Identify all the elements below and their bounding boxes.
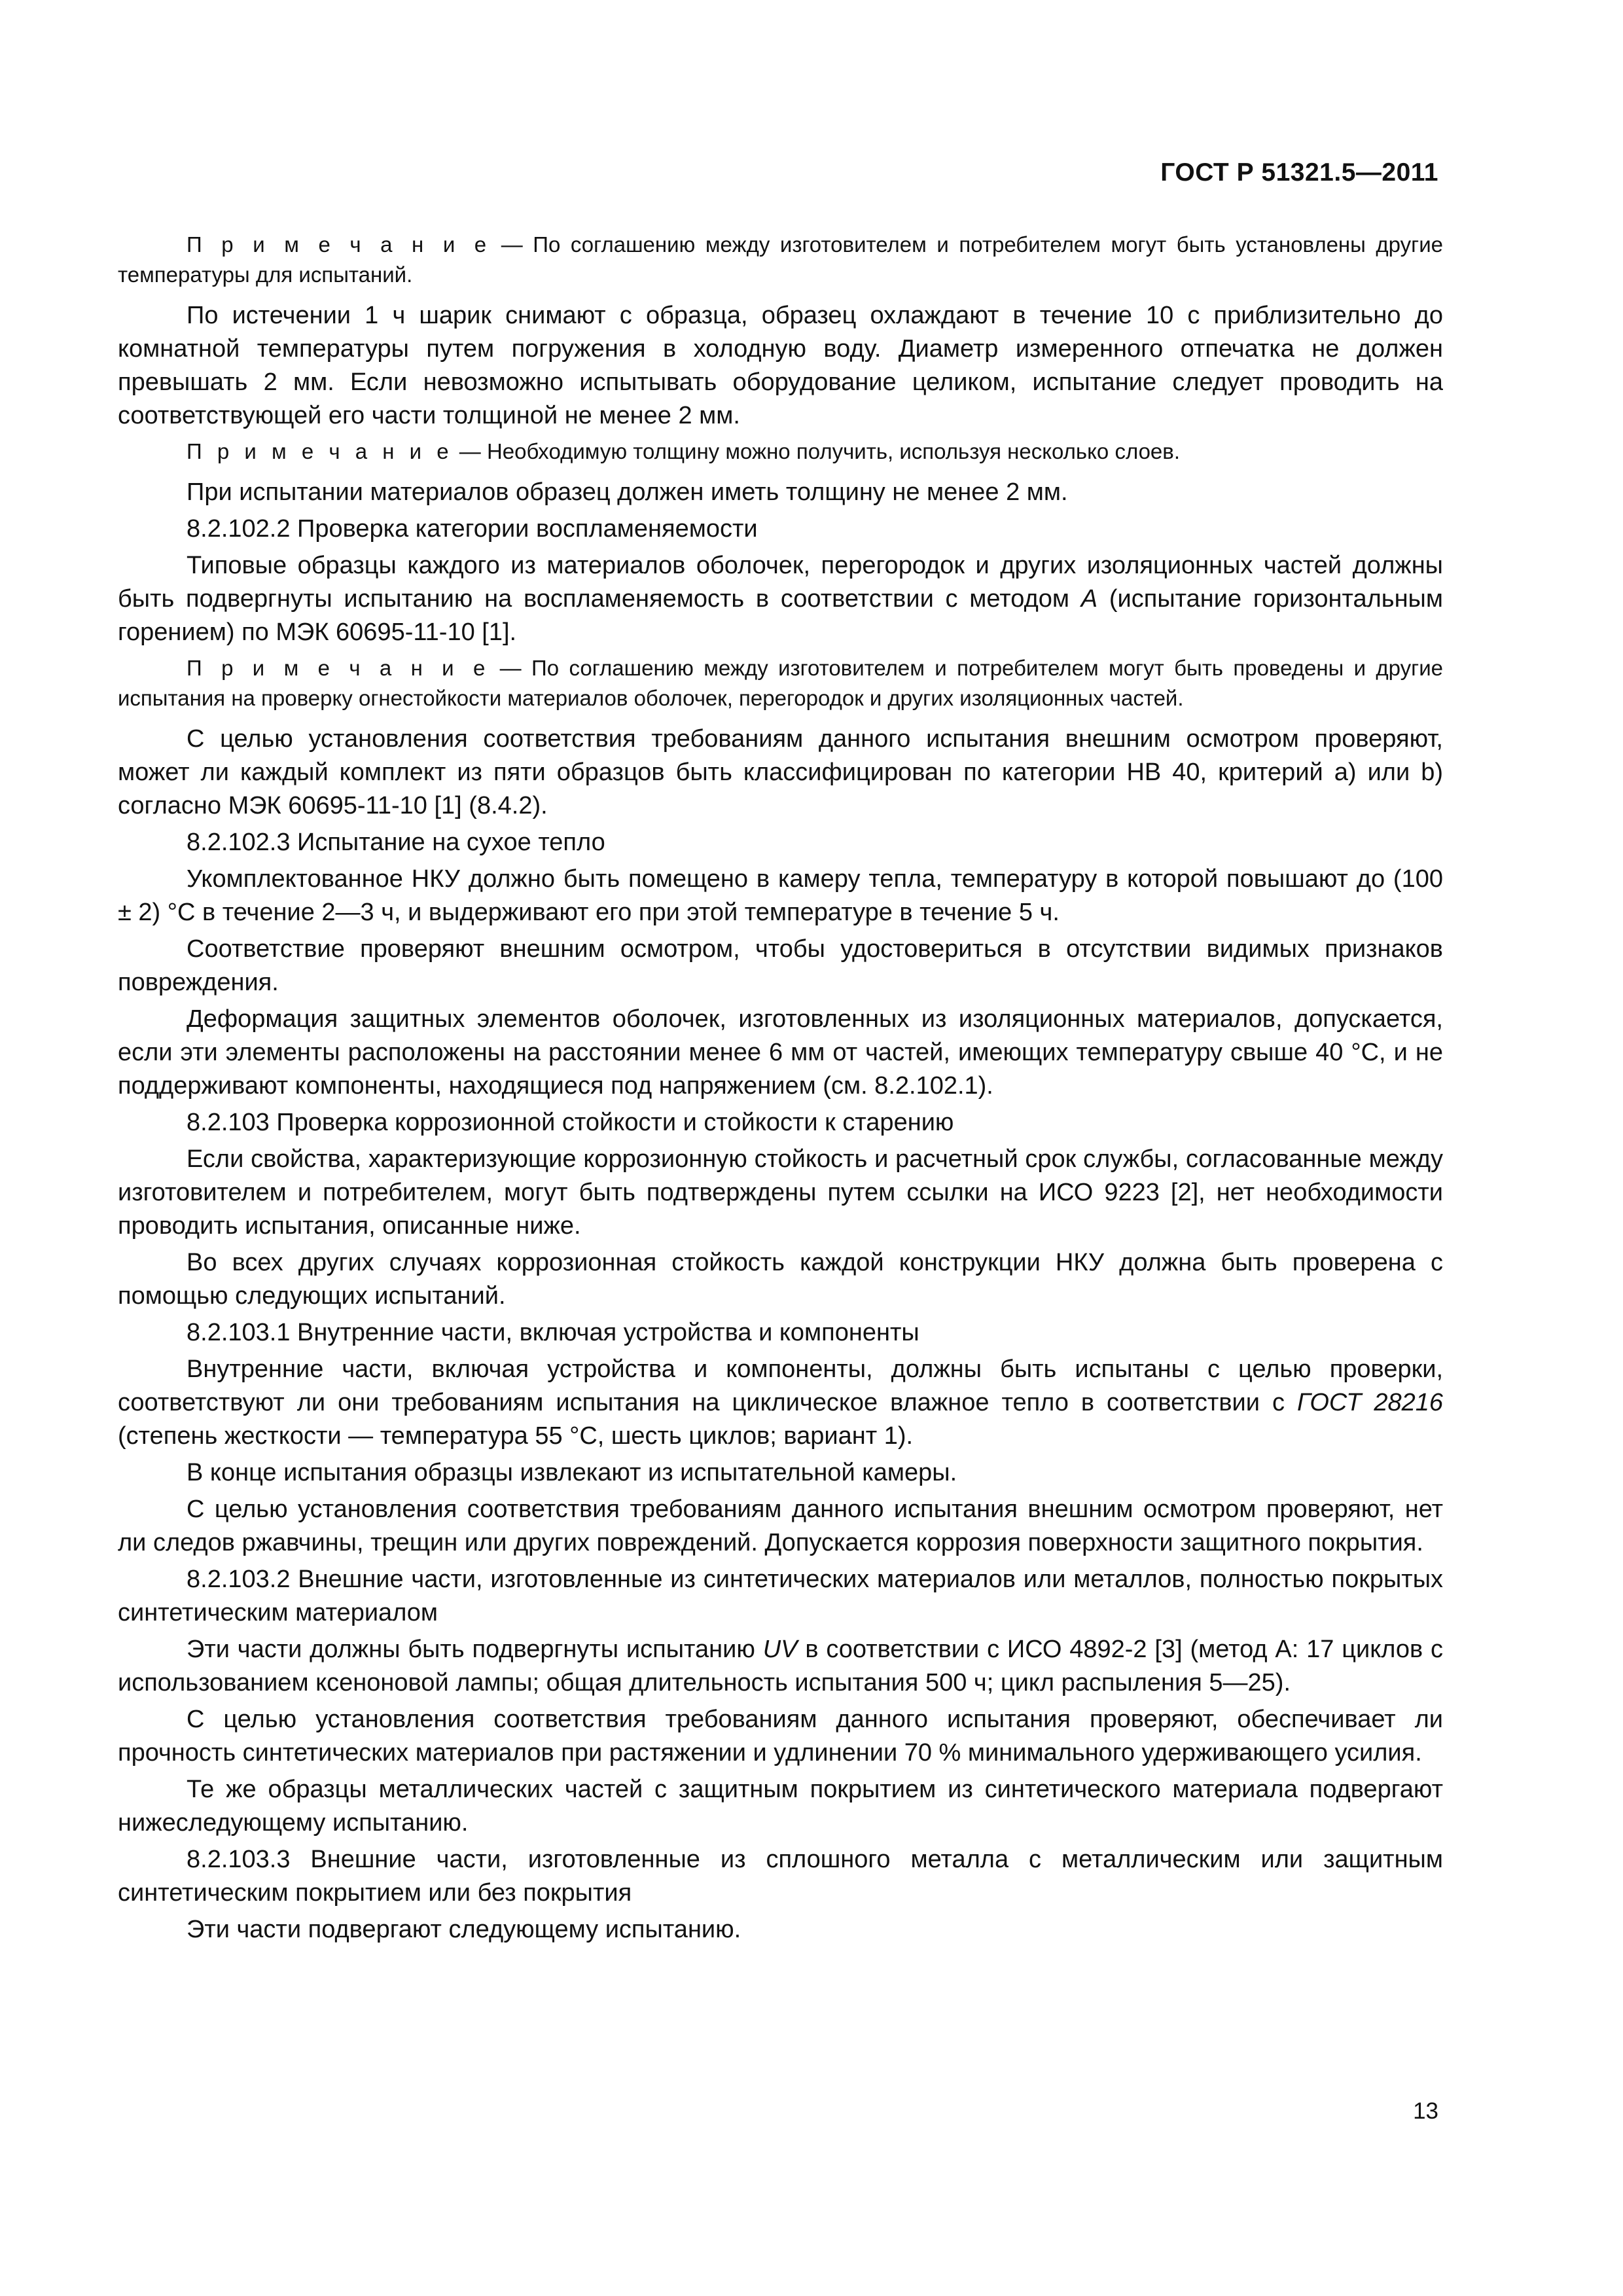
paragraph-text: Внутренние части, включая устройства и компоненты, должны быть испытаны с целью проверки, соответствуют ли они требованиям испытания на циклическое влажное тепло в соответствии с bbox=[118, 1355, 1443, 1416]
section-heading: 8.2.103.2 Внешние части, изготовленные из синтетических материалов или металлов, полностью покрытых синтетическим материалом bbox=[118, 1566, 1443, 1626]
paragraph bbox=[118, 1353, 1443, 1453]
paragraph-text: (степень жесткости — температура 55 °С, шесть циклов; вариант 1). bbox=[118, 1422, 914, 1450]
document-code-header: ГОСТ Р 51321.5—2011 bbox=[1160, 158, 1438, 187]
paragraph: С целью установления соответствия требованиям данного испытания внешним осмотром проверяют, нет ли следов ржавчины, трещин или других повреждений. Допускается коррозия поверхности защитного покрытия. bbox=[118, 1496, 1443, 1556]
section-heading: 8.2.102.3 Испытание на сухое тепло bbox=[187, 829, 605, 856]
paragraph: Эти части подвергают следующему испытанию. bbox=[187, 1916, 741, 1943]
paragraph: Во всех других случаях коррозионная стойкость каждой конструкции НКУ должна быть проверена с помощью следующих испытаний. bbox=[118, 1249, 1443, 1310]
paragraph: Если свойства, характеризующие коррозионную стойкость и расчетный срок службы, согласованные между изготовителем и потребителем, могут быть подтверждены путем ссылки на ИСО 9223 [2], нет необходимости проводить испытания, описанные ниже. bbox=[118, 1145, 1443, 1240]
paragraph-text: Типовые образцы каждого из материалов оболочек, перегородок и других изоляционных частей должны быть подвергнуты испытанию на воспламеняемость в соответствии с методом bbox=[118, 552, 1443, 613]
note-dash: — bbox=[491, 232, 533, 257]
note-dash: — bbox=[490, 656, 532, 680]
paragraph: С целью установления соответствия требованиям данного испытания внешним осмотром проверяют, может ли каждый комплект из пяти образцов быть классифицирован по категории НВ 40, критерий а) или b) согласно МЭК 60695-11-10 [1] (8.4.2). bbox=[118, 725, 1443, 819]
paragraph: По истечении 1 ч шарик снимают с образца, образец охлаждают в течение 10 с приблизительно до комнатной температуры путем погружения в холодную воду. Диаметр измеренного отпечатка не должен превышать 2 мм. Если невозможно испытывать оборудование целиком, испытание следует проводить на соответствующей его части толщиной не менее 2 мм. bbox=[118, 302, 1443, 429]
section-heading: 8.2.103 Проверка коррозионной стойкости и стойкости к старению bbox=[187, 1109, 954, 1136]
section-heading: 8.2.103.3 Внешние части, изготовленные из сплошного металла с металлическим или защитным синтетическим покрытием или без покрытия bbox=[118, 1846, 1443, 1907]
paragraph-text: Эти части должны быть подвергнуты испытанию bbox=[187, 1636, 763, 1663]
italic-term: А bbox=[1080, 585, 1098, 613]
italic-term: ГОСТ 28216 bbox=[1296, 1389, 1443, 1416]
paragraph: Те же образцы металлических частей с защитным покрытием из синтетического материала подвергают нижеследующему испытанию. bbox=[118, 1776, 1443, 1837]
paragraph-text: (испытание горизонтальным горением) по МЭК 60695-11-10 [1]. bbox=[118, 585, 1443, 646]
paragraph: С целью установления соответствия требованиям данного испытания проверяют, обеспечивает ли прочность синтетических материалов при растяжении и удлинении 70 % минимального удерживающего усилия. bbox=[118, 1706, 1443, 1767]
document-body bbox=[118, 226, 1443, 1950]
note-text: По соглашению между изготовителем и потребителем могут быть проведены и другие испытания на проверку огнестойкости материалов оболочек, перегородок и других изоляционных частей. bbox=[118, 656, 1443, 710]
paragraph bbox=[118, 549, 1443, 649]
paragraph bbox=[118, 1633, 1443, 1700]
note-label: П р и м е ч а н и е bbox=[187, 232, 491, 257]
paragraph: Соответствие проверяют внешним осмотром, чтобы удостовериться в отсутствии видимых признаков повреждения. bbox=[118, 935, 1443, 996]
paragraph: В конце испытания образцы извлекают из испытательной камеры. bbox=[187, 1459, 957, 1486]
note-dash: — bbox=[453, 439, 487, 463]
italic-term: UV bbox=[762, 1636, 798, 1663]
paragraph: Укомплектованное НКУ должно быть помещено в камеру тепла, температуру в которой повышают до (100 ± 2) °С в течение 2—3 ч, и выдерживают его при этой температуре в течение 5 ч. bbox=[118, 865, 1443, 926]
paragraph-text: в соответствии с ИСО 4892-2 [3] (метод А: 17 циклов с использованием ксеноновой лампы; общая длительность испытания 500 ч; цикл распыления 5—25). bbox=[118, 1636, 1443, 1696]
note-paragraph bbox=[118, 437, 1443, 467]
section-heading: 8.2.103.1 Внутренние части, включая устройства и компоненты bbox=[187, 1319, 919, 1346]
note-paragraph bbox=[118, 653, 1443, 713]
section-heading: 8.2.102.2 Проверка категории воспламеняемости bbox=[187, 515, 758, 543]
paragraph: При испытании материалов образец должен иметь толщину не менее 2 мм. bbox=[187, 478, 1068, 506]
note-text: Необходимую толщину можно получить, используя несколько слоев. bbox=[486, 439, 1180, 463]
note-label: П р и м е ч а н и е bbox=[187, 656, 490, 680]
note-label: П р и м е ч а н и е bbox=[187, 439, 454, 463]
note-text: По соглашению между изготовителем и потребителем могут быть установлены другие температуры для испытаний. bbox=[118, 232, 1443, 287]
page-number: 13 bbox=[1413, 2098, 1438, 2124]
note-paragraph bbox=[118, 230, 1443, 290]
paragraph: Деформация защитных элементов оболочек, изготовленных из изоляционных материалов, допускается, если эти элементы расположены на расстоянии менее 6 мм от частей, имеющих температуру свыше 40 °С, и не поддерживают компоненты, находящиеся под напряжением (см. 8.2.102.1). bbox=[118, 1005, 1443, 1100]
